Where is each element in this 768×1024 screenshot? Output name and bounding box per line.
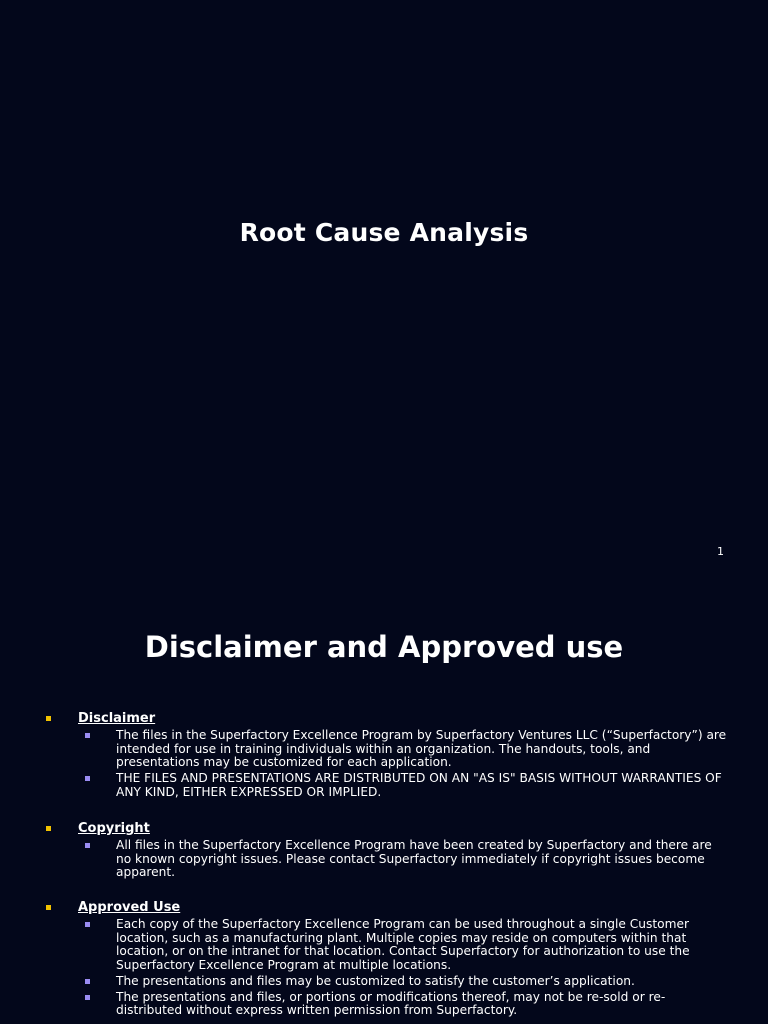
section-header bbox=[44, 711, 728, 727]
list-item bbox=[44, 839, 728, 880]
section-label-copyright: Copyright bbox=[78, 821, 150, 836]
section-items bbox=[44, 729, 728, 800]
section-disclaimer bbox=[44, 711, 728, 800]
list-item-text: THE FILES AND PRESENTATIONS ARE DISTRIBUTED ON AN "AS IS" BASIS WITHOUT WARRANTIES OF ANY KIND, EITHER EXPRESSED OR IMPLIED. bbox=[116, 771, 722, 799]
list-item bbox=[44, 729, 728, 770]
list-item-text: Each copy of the Superfactory Excellence Program can be used throughout a single Customer location, such as a manufacturing plant. Multiple copies may reside on computers within that location, or on the intranet for that location. Contact Superfactory for authorization to use the Superfactory Excellence Program at multiple locations. bbox=[116, 917, 690, 973]
list-item-text: The files in the Superfactory Excellence Program by Superfactory Ventures LLC (“Superfactory”) are intended for use in training individuals within an organization. The handouts, tools, and presentations may be customized for each application. bbox=[116, 728, 727, 770]
square-bullet-icon bbox=[85, 843, 90, 848]
page-number: 1 bbox=[717, 545, 724, 558]
section-header bbox=[44, 900, 728, 916]
section-items bbox=[44, 918, 728, 1018]
square-bullet-icon bbox=[85, 922, 90, 927]
square-bullet-icon bbox=[46, 905, 51, 910]
section-approved-use bbox=[44, 900, 728, 1018]
list-item-text: All files in the Superfactory Excellence Program have been created by Superfactory and there are no known copyright issues. Please contact Superfactory immediately if copyright issues become apparent. bbox=[116, 838, 712, 880]
square-bullet-icon bbox=[46, 826, 51, 831]
square-bullet-icon bbox=[85, 733, 90, 738]
square-bullet-icon bbox=[85, 979, 90, 984]
list-item-text: The presentations and files, or portions or modifications thereof, may not be re-sold or re-distributed without express written permission from Superfactory. bbox=[116, 989, 666, 1018]
list-item bbox=[44, 918, 728, 973]
section-label-approved-use: Approved Use bbox=[78, 900, 181, 915]
square-bullet-icon bbox=[85, 995, 90, 1000]
list-item bbox=[44, 991, 728, 1018]
disclaimer-slide-heading: Disclaimer and Approved use bbox=[144, 630, 624, 664]
slide-title-heading: Root Cause Analysis bbox=[239, 218, 529, 247]
square-bullet-icon bbox=[85, 776, 90, 781]
list-item-text: The presentations and files may be customized to satisfy the customer’s application. bbox=[116, 973, 635, 988]
section-items bbox=[44, 839, 728, 880]
list-item bbox=[44, 772, 728, 799]
section-header bbox=[44, 821, 728, 837]
square-bullet-icon bbox=[46, 716, 51, 721]
section-copyright bbox=[44, 821, 728, 880]
list-item bbox=[44, 975, 728, 989]
slide-disclaimer bbox=[0, 576, 768, 1024]
section-label-disclaimer: Disclaimer bbox=[78, 711, 156, 726]
